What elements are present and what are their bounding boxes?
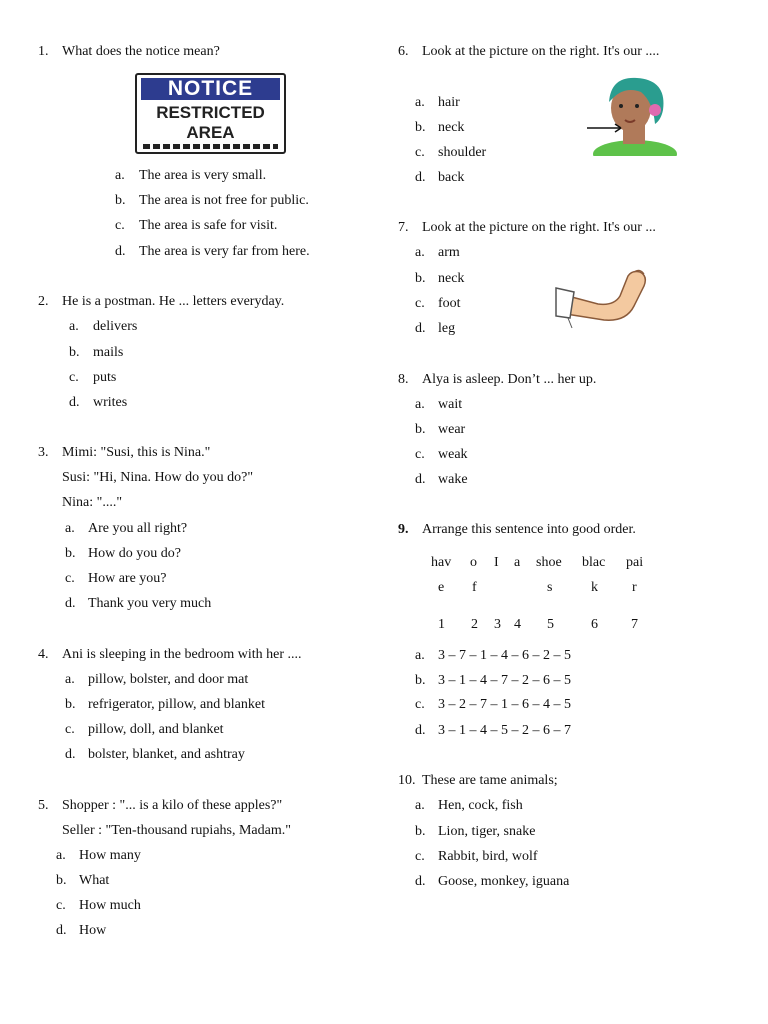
word-tile: o	[470, 555, 477, 570]
option-letter: a.	[415, 798, 425, 813]
option-text: wear	[438, 422, 466, 437]
question-number: 6.	[398, 44, 409, 59]
option-letter: c.	[65, 722, 75, 737]
word-tile: pai	[626, 555, 644, 570]
word-tile: blac	[582, 555, 606, 570]
option-text: How are you?	[88, 571, 167, 586]
option-letter: c.	[415, 849, 425, 864]
notice-header: NOTICE	[141, 78, 280, 100]
question-number: 8.	[398, 372, 409, 387]
question-number: 9.	[398, 522, 409, 537]
dialogue-line-3: Nina: "...."	[62, 495, 123, 510]
dialogue-line-2: Susi: "Hi, Nina. How do you do?"	[62, 470, 254, 485]
option-text: puts	[93, 370, 117, 385]
option-text: The area is safe for visit.	[139, 218, 278, 233]
option-letter: c.	[56, 898, 66, 913]
option-text: foot	[438, 296, 461, 311]
arm-picture	[554, 266, 650, 330]
option-text: delivers	[93, 319, 138, 334]
option-text: writes	[93, 395, 128, 410]
option-letter: b.	[115, 193, 126, 208]
word-tile: shoe	[536, 555, 562, 570]
option-text: Hen, cock, fish	[438, 798, 523, 813]
option-letter: c.	[415, 145, 425, 160]
word-tile-continued: e	[438, 580, 445, 595]
option-text: leg	[438, 321, 456, 336]
option-letter: a.	[65, 521, 75, 536]
question-text: These are tame animals;	[422, 773, 558, 788]
option-letter: c.	[65, 571, 75, 586]
word-tile-continued: r	[632, 580, 637, 595]
word-number: 3	[494, 617, 501, 632]
option-letter: b.	[69, 345, 80, 360]
question-number: 7.	[398, 220, 409, 235]
hazard-stripes	[143, 144, 278, 149]
option-letter: a.	[115, 168, 125, 183]
question-text: Ani is sleeping in the bedroom with her ....	[62, 647, 302, 662]
word-tile: I	[494, 555, 499, 570]
option-text: bolster, blanket, and ashtray	[88, 747, 245, 762]
option-text: The area is not free for public.	[139, 193, 309, 208]
option-letter: c.	[415, 296, 425, 311]
dialogue-line-2: Seller : "Ten-thousand rupiahs, Madam."	[62, 823, 291, 838]
option-letter: c.	[115, 218, 125, 233]
option-letter: a.	[65, 672, 75, 687]
option-text: neck	[438, 271, 465, 286]
question-text: Look at the picture on the right. It's our ....	[422, 44, 660, 59]
word-number: 6	[591, 617, 598, 632]
option-text: weak	[438, 447, 468, 462]
option-letter: a.	[415, 245, 425, 260]
option-text: 3 – 7 – 1 – 4 – 6 – 2 – 5	[438, 648, 571, 663]
option-letter: d.	[415, 472, 426, 487]
option-letter: b.	[415, 120, 426, 135]
option-letter: b.	[415, 673, 426, 688]
option-letter: b.	[415, 422, 426, 437]
word-tile-continued: k	[591, 580, 598, 595]
option-text: refrigerator, pillow, and blanket	[88, 697, 265, 712]
option-letter: a.	[415, 397, 425, 412]
option-letter: d.	[115, 244, 126, 259]
option-letter: c.	[415, 697, 425, 712]
option-text: wait	[438, 397, 463, 412]
word-tile: hav	[431, 555, 452, 570]
option-letter: b.	[56, 873, 67, 888]
option-letter: a.	[56, 848, 66, 863]
option-text: Lion, tiger, snake	[438, 824, 536, 839]
option-letter: d.	[415, 321, 426, 336]
option-letter: d.	[415, 723, 426, 738]
word-number: 2	[471, 617, 478, 632]
option-letter: a.	[69, 319, 79, 334]
option-letter: c.	[415, 447, 425, 462]
option-letter: c.	[69, 370, 79, 385]
word-tile-continued: f	[472, 580, 477, 595]
question-text: Look at the picture on the right. It's our ...	[422, 220, 656, 235]
question-text: What does the notice mean?	[62, 44, 220, 59]
option-text: wake	[438, 472, 468, 487]
option-text: 3 – 1 – 4 – 7 – 2 – 6 – 5	[438, 673, 571, 688]
question-number: 1.	[38, 44, 49, 59]
option-letter: d.	[56, 923, 67, 938]
notice-line-1: RESTRICTED	[156, 103, 265, 122]
option-text: 3 – 2 – 7 – 1 – 6 – 4 – 5	[438, 697, 571, 712]
option-text: The area is very small.	[139, 168, 267, 183]
option-text: The area is very far from here.	[139, 244, 310, 259]
question-number: 2.	[38, 294, 49, 309]
question-number: 5.	[38, 798, 49, 813]
option-letter: b.	[65, 697, 76, 712]
option-text: 3 – 1 – 4 – 5 – 2 – 6 – 7	[438, 723, 571, 738]
option-text: What	[79, 873, 110, 888]
option-letter: d.	[65, 596, 76, 611]
option-letter: a.	[415, 648, 425, 663]
option-text: back	[438, 170, 465, 185]
option-letter: d.	[69, 395, 80, 410]
option-text: shoulder	[438, 145, 487, 160]
word-tile-continued: s	[547, 580, 553, 595]
question-number: 3.	[38, 445, 49, 460]
option-letter: b.	[415, 824, 426, 839]
option-text: pillow, bolster, and door mat	[88, 672, 249, 687]
option-text: Rabbit, bird, wolf	[438, 849, 538, 864]
dialogue-line-1: Mimi: "Susi, this is Nina."	[62, 445, 211, 460]
word-number: 5	[547, 617, 554, 632]
option-text: Goose, monkey, iguana	[438, 874, 570, 889]
woman-neck-picture	[585, 72, 685, 156]
word-number: 7	[631, 617, 638, 632]
dialogue-line-1: Shopper : "... is a kilo of these apples?"	[62, 798, 283, 813]
word-tile: a	[514, 555, 521, 570]
option-text: neck	[438, 120, 465, 135]
notice-line-2: AREA	[186, 123, 235, 142]
option-text: hair	[438, 95, 460, 110]
option-text: How do you do?	[88, 546, 181, 561]
option-text: mails	[93, 345, 124, 360]
question-number: 10.	[398, 773, 416, 788]
option-text: Thank you very much	[88, 596, 212, 611]
notice-sign-image	[135, 73, 286, 154]
question-number: 4.	[38, 647, 49, 662]
option-text: How many	[79, 848, 141, 863]
option-letter: b.	[65, 546, 76, 561]
word-number: 4	[514, 617, 521, 632]
option-text: arm	[438, 245, 460, 260]
notice-body	[137, 103, 284, 143]
option-text: pillow, doll, and blanket	[88, 722, 224, 737]
option-text: Are you all right?	[88, 521, 188, 536]
question-text: Alya is asleep. Don’t ... her up.	[422, 372, 597, 387]
option-letter: d.	[65, 747, 76, 762]
option-letter: d.	[415, 170, 426, 185]
question-text: He is a postman. He ... letters everyday.	[62, 294, 285, 309]
option-letter: b.	[415, 271, 426, 286]
option-letter: d.	[415, 874, 426, 889]
option-letter: a.	[415, 95, 425, 110]
word-number: 1	[438, 617, 445, 632]
option-text: How	[79, 923, 107, 938]
question-text: Arrange this sentence into good order.	[422, 522, 636, 537]
option-text: How much	[79, 898, 141, 913]
